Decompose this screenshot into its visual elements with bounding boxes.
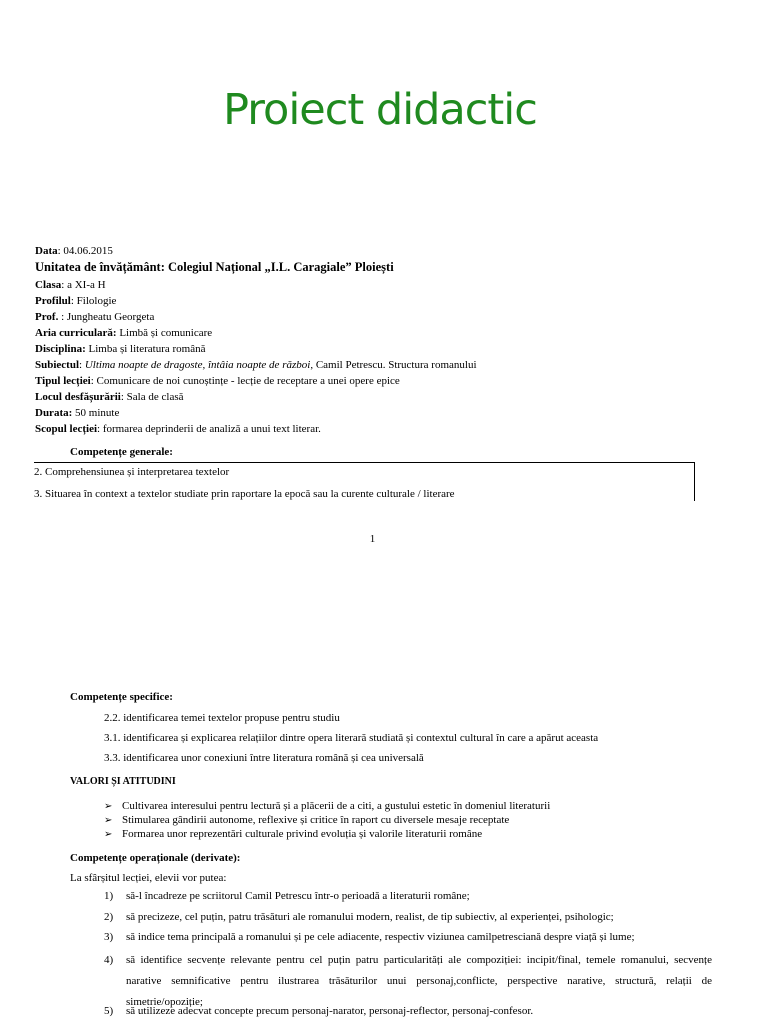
- durata-label: Durata:: [35, 407, 73, 419]
- obiectiv-number: 1): [104, 890, 114, 902]
- locul-value: : Sala de clasă: [120, 391, 184, 403]
- profilul-value: : Filologie: [70, 295, 117, 307]
- tipul-label: Tipul lecției: [35, 375, 91, 387]
- competenta-generala-item: 2. Comprehensiunea și interpretarea textelor: [34, 466, 230, 478]
- scopul-label: Scopul lecției: [35, 423, 98, 435]
- durata-value: 50 minute: [72, 407, 120, 419]
- aria-label: Aria curriculară:: [35, 327, 117, 339]
- lesson-info: [35, 243, 735, 437]
- info-data: [35, 243, 735, 259]
- info-profilul: [35, 293, 735, 309]
- info-prof: [35, 309, 735, 325]
- subiectul-rest: , Camil Petrescu. Structura romanului: [310, 359, 477, 371]
- profilul-label: Profilul: [35, 295, 71, 307]
- info-disciplina: [35, 341, 735, 357]
- valoare-item: [104, 827, 482, 842]
- info-durata: [35, 405, 735, 421]
- tipul-value: : Comunicare de noi cunoștințe - lecție de receptare a unei opere epice: [90, 375, 400, 387]
- competente-generale-table: [34, 462, 695, 501]
- unitatea-label: Unitatea de învățământ: [35, 260, 161, 274]
- obiectiv-text: să indice tema principală a romanului și pe cele adiacente, respectiv viziunea camilpetresciană despre viață și lume;: [126, 931, 635, 943]
- competente-specifice-heading: Competențe specifice:: [70, 691, 173, 703]
- competenta-specifica-item: 3.1. identificarea și explicarea relațiilor dintre opera literară studiată și contextul cultural în care a apărut aceasta: [104, 732, 599, 744]
- obiectiv-number: 4): [104, 954, 114, 966]
- clasa-value: : a XI-a H: [61, 279, 106, 291]
- competente-generale-heading: Competențe generale:: [70, 446, 173, 458]
- prof-value: : Jungheatu Georgeta: [58, 311, 155, 323]
- competenta-specifica-item: 3.3. identificarea unor conexiuni între literatura română și cea universală: [104, 752, 424, 764]
- obiectiv-number: 2): [104, 911, 114, 923]
- info-subiectul: [35, 357, 735, 373]
- clasa-label: Clasa: [35, 279, 62, 291]
- prof-label: Prof.: [35, 311, 59, 323]
- subiectul-title: Ultima noapte de dragoste, întâia noapte de război: [84, 359, 311, 371]
- obiectiv-text: să utilizeze adecvat concepte precum personaj-narator, personaj-reflector, personaj-confesor.: [126, 1005, 534, 1017]
- disciplina-label: Disciplina:: [35, 343, 86, 355]
- subiectul-label: Subiectul: [35, 359, 80, 371]
- aria-value: Limbă și comunicare: [116, 327, 213, 339]
- competenta-specifica-item: 2.2. identificarea temei textelor propuse pentru studiu: [104, 712, 340, 724]
- obiectiv-text: să precizeze, cel puțin, patru trăsături ale romanului modern, realist, de tip subiectiv, al experienței, psihologic;: [126, 911, 614, 923]
- disciplina-value: Limba și literatura română: [85, 343, 206, 355]
- page-number: 1: [369, 533, 376, 545]
- info-locul: [35, 389, 735, 405]
- unitatea-value: : Colegiul Național „I.L. Caragiale” Ploiești: [160, 260, 394, 274]
- arrow-bullet-icon: ➢: [104, 815, 113, 826]
- scopul-value: : formarea deprinderii de analiză a unui text literar.: [97, 423, 321, 435]
- obiectiv-text: să-l încadreze pe scriitorul Camil Petrescu într-o perioadă a literaturii române;: [126, 890, 470, 902]
- valoare-item: [104, 799, 550, 814]
- subiectul-prefix: :: [79, 359, 85, 371]
- obiectiv-number: 3): [104, 931, 114, 943]
- info-clasa: [35, 277, 735, 293]
- arrow-bullet-icon: ➢: [104, 801, 113, 812]
- info-tipul: [35, 373, 735, 389]
- document-title: Proiect didactic: [223, 85, 537, 135]
- valoare-text: Formarea unor reprezentări culturale privind evoluția și valorile literaturii române: [122, 828, 483, 840]
- competente-operationale-intro: La sfârșitul lecției, elevii vor putea:: [70, 872, 227, 884]
- valoare-text: Cultivarea interesului pentru lectură și a plăcerii de a citi, a gustului estetic în domeniul literaturii: [122, 800, 551, 812]
- obiectiv-text: să identifice secvențe relevante pentru cel puțin patru particularități ale compoziției: incipit/final, temele romanului, secvențe narative semnificative pentru ilustrarea trăsăturilor unui personaj,conflicte, perspective narative, structură, relații de simetrie/opoziție;: [126, 954, 712, 1008]
- valori-heading: VALORI ȘI ATITUDINI: [70, 776, 176, 787]
- arrow-bullet-icon: ➢: [104, 829, 113, 840]
- valoare-item: [104, 813, 509, 828]
- competente-operationale-heading: Competențe operaționale (derivate):: [70, 852, 241, 864]
- competenta-generala-item: 3. Situarea în context a textelor studiate prin raportare la epocă sau la curente culturale / literare: [34, 488, 455, 500]
- info-aria: [35, 325, 735, 341]
- locul-label: Locul desfășurării: [35, 391, 121, 403]
- data-label: Data: [35, 245, 58, 257]
- info-unitatea: [35, 259, 735, 277]
- info-scopul: [35, 421, 735, 437]
- obiectiv-number: 5): [104, 1005, 114, 1017]
- data-value: : 04.06.2015: [57, 245, 113, 257]
- valoare-text: Stimularea gândirii autonome, reflexive și critice în raport cu diversele mesaje receptate: [122, 814, 510, 826]
